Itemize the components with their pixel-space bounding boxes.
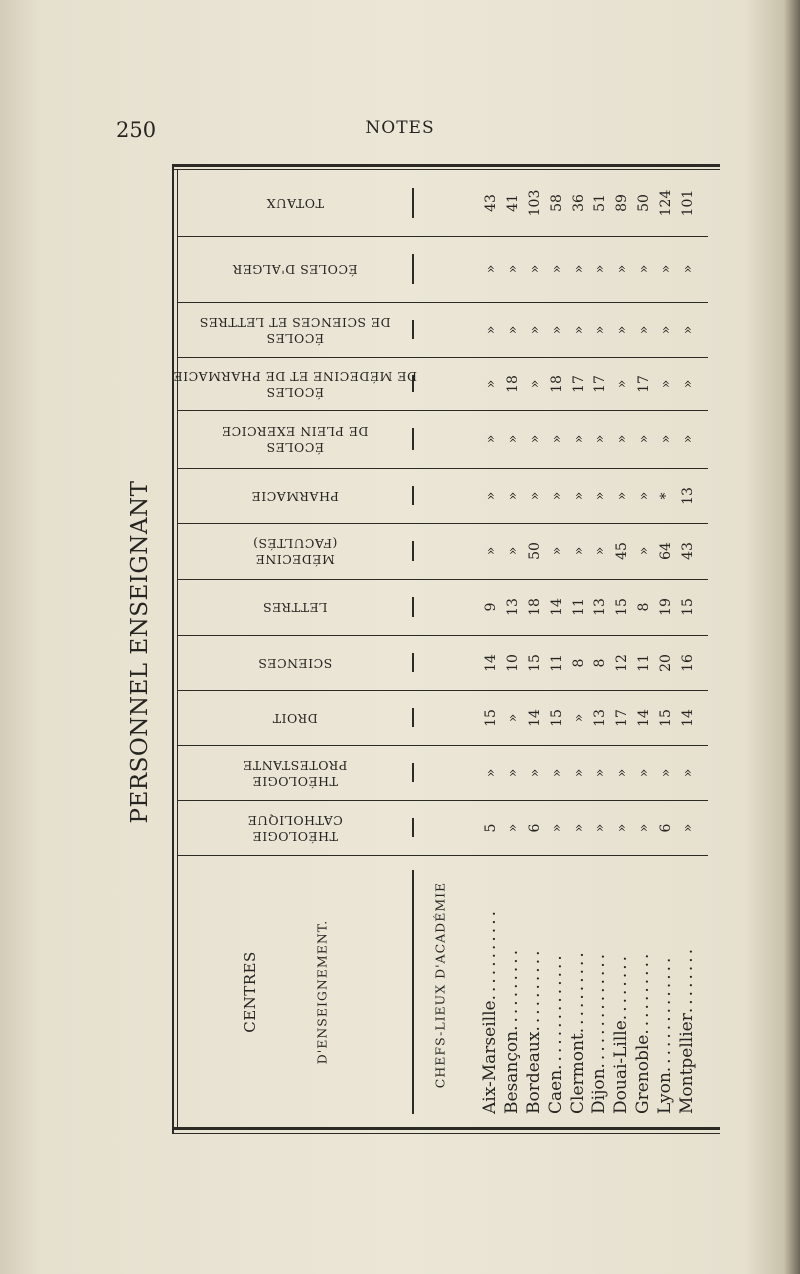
cell-theologie_protestante: »: [505, 768, 521, 777]
column-header-line: (FACULTÉS): [252, 536, 338, 551]
cell-ecoles_lettres_sciences: »: [658, 325, 674, 334]
stub-header-chefs-lieux: CHEFS-LIEUX D'ACADÉMIE: [432, 881, 448, 1089]
row-leader-dots: ........: [611, 952, 631, 1021]
row-leader-dots: ...........: [480, 907, 500, 1001]
header-divider: [412, 541, 414, 561]
cell-theologie_protestante: »: [571, 768, 587, 777]
cell-ecoles_lettres_sciences: »: [571, 325, 587, 334]
cell-theologie_protestante: »: [483, 768, 499, 777]
cell-ecoles_plein_exercice: »: [571, 434, 587, 444]
header-divider: [412, 597, 414, 617]
cell-medecine: 43: [680, 542, 696, 560]
header-divider: [412, 763, 414, 782]
table-bottom-rule-thin: [172, 1133, 720, 1134]
column-separator: [178, 468, 708, 469]
row-leader-dots: ..........: [502, 946, 522, 1031]
cell-sciences: 14: [483, 653, 499, 672]
row-label: [657, 955, 674, 1114]
cell-lettres: 18: [527, 598, 543, 616]
cell-theologie_catholique: 5: [483, 823, 499, 832]
cell-total: 124: [658, 189, 674, 217]
header-divider: [412, 428, 414, 450]
header-divider: [412, 708, 414, 727]
cell-medecine: »: [592, 546, 608, 556]
header-divider: [412, 818, 414, 837]
cell-sciences: 8: [571, 658, 587, 667]
table-bottom-rule: [172, 1127, 720, 1130]
cell-ecoles_plein_exercice: »: [549, 434, 565, 444]
stub-header-centres: CENTRES: [241, 951, 259, 1033]
cell-pharmacie: 13: [680, 486, 696, 505]
cell-ecoles_plein_exercice: »: [636, 434, 652, 444]
cell-pharmacie: »: [571, 491, 587, 500]
cell-theologie_protestante: »: [636, 768, 652, 777]
column-header-line: THÉOLOGIE: [252, 828, 338, 844]
cell-ecoles_lettres_sciences: »: [592, 325, 608, 334]
row-label: [482, 908, 499, 1114]
cell-theologie_protestante: »: [614, 768, 630, 777]
cell-ecoles_lettres_sciences: »: [527, 325, 543, 334]
row-name: Douai-Lille: [611, 1020, 631, 1114]
cell-ecoles_lettres_sciences: »: [505, 325, 521, 334]
column-header-line: ÉCOLES: [266, 440, 324, 455]
header-divider: [412, 254, 414, 284]
row-leader-dots: ..........: [568, 949, 588, 1034]
cell-droit: 17: [614, 708, 630, 727]
column-header-line: DE MÉDECINE ET DE PHARMACIE: [173, 368, 417, 384]
column-separator: [178, 523, 708, 524]
row-label: [570, 949, 587, 1114]
row-label: [548, 952, 565, 1114]
row-name: Caen: [546, 1069, 566, 1114]
cell-ecoles_alger: »: [571, 264, 587, 274]
column-separator: [178, 357, 708, 358]
cell-ecoles_medecine_pharmacie: 18: [505, 374, 521, 393]
cell-theologie_catholique: »: [592, 823, 608, 832]
cell-ecoles_plein_exercice: »: [505, 434, 521, 444]
cell-ecoles_lettres_sciences: »: [636, 325, 652, 334]
cell-ecoles_alger: »: [658, 264, 674, 274]
column-header-total: [266, 195, 324, 211]
cell-ecoles_medecine_pharmacie: »: [527, 379, 543, 388]
column-header-line: LETTRES: [262, 600, 328, 615]
cell-pharmacie: *: [658, 492, 674, 499]
stub-divider: [412, 870, 414, 1114]
column-header-line: TOTAUX: [266, 196, 324, 211]
cell-ecoles_medecine_pharmacie: »: [614, 379, 630, 388]
cell-droit: 15: [658, 708, 674, 727]
row-name: Bordeaux: [524, 1031, 544, 1114]
cell-ecoles_plein_exercice: »: [592, 434, 608, 444]
table-top-rule: [172, 164, 720, 167]
cell-pharmacie: »: [505, 491, 521, 500]
column-header-ecoles_medecine_pharmacie: [173, 368, 417, 400]
cell-lettres: 8: [636, 602, 652, 612]
row-leader-dots: ..............: [546, 952, 566, 1070]
column-header-line: DE SCIENCES ET LETTRES: [199, 314, 391, 330]
header-divider: [412, 188, 414, 218]
cell-sciences: 11: [549, 653, 565, 672]
cell-droit: 15: [483, 708, 499, 727]
row-name: Clermont: [568, 1033, 588, 1114]
cell-ecoles_alger: »: [680, 264, 696, 274]
cell-total: 103: [527, 189, 543, 217]
column-header-pharmacie: [251, 488, 339, 504]
cell-sciences: 16: [680, 653, 696, 672]
row-name: Montpellier: [677, 1013, 697, 1114]
column-header-droit: [272, 710, 317, 726]
cell-droit: 15: [549, 708, 565, 727]
column-separator: [178, 635, 708, 636]
cell-droit: 14: [636, 708, 652, 727]
cell-lettres: 15: [614, 598, 630, 616]
row-name: Besançon: [502, 1030, 522, 1114]
cell-ecoles_lettres_sciences: »: [549, 325, 565, 334]
column-header-sciences: [258, 655, 332, 671]
column-header-ecoles_alger: [232, 261, 357, 277]
cell-ecoles_lettres_sciences: »: [680, 325, 696, 334]
cell-lettres: 13: [505, 598, 521, 616]
cell-theologie_catholique: »: [680, 823, 696, 832]
column-header-medecine: [253, 535, 338, 567]
cell-lettres: 13: [592, 598, 608, 616]
cell-pharmacie: »: [614, 491, 630, 500]
cell-theologie_protestante: »: [592, 768, 608, 777]
header-divider: [412, 320, 414, 339]
row-leader-dots: ........: [677, 945, 697, 1014]
cell-theologie_catholique: 6: [658, 823, 674, 832]
table-top-rule-thin: [172, 169, 720, 170]
page-number: 250: [116, 118, 157, 142]
cell-total: 43: [483, 194, 499, 212]
column-header-line: ÉCOLES D'ALGER: [232, 262, 358, 277]
cell-theologie_protestante: »: [658, 768, 674, 777]
cell-ecoles_alger: »: [592, 264, 608, 274]
cell-droit: »: [571, 713, 587, 722]
cell-sciences: 12: [614, 653, 630, 672]
cell-ecoles_alger: »: [614, 264, 630, 274]
cell-theologie_protestante: »: [549, 768, 565, 777]
table-left-rule-thin: [177, 170, 178, 1128]
cell-ecoles_medecine_pharmacie: »: [658, 379, 674, 388]
cell-ecoles_plein_exercice: »: [614, 434, 630, 444]
cell-sciences: 20: [658, 653, 674, 672]
cell-ecoles_plein_exercice: »: [658, 434, 674, 444]
cell-ecoles_alger: »: [636, 264, 652, 274]
cell-droit: 13: [592, 708, 608, 727]
cell-lettres: 9: [483, 602, 499, 612]
cell-theologie_catholique: »: [549, 823, 565, 832]
column-header-line: DROIT: [272, 710, 318, 726]
cell-ecoles_alger: »: [527, 264, 543, 274]
cell-ecoles_lettres_sciences: »: [483, 325, 499, 334]
running-head: NOTES: [365, 118, 435, 138]
stub-header-enseignement: D'ENSEIGNEMENT.: [314, 919, 330, 1065]
cell-ecoles_alger: »: [483, 264, 499, 274]
cell-ecoles_medecine_pharmacie: »: [680, 379, 696, 388]
row-leader-dots: ..............: [589, 950, 609, 1069]
header-divider: [412, 486, 414, 505]
cell-ecoles_plein_exercice: »: [680, 434, 696, 444]
column-separator: [178, 800, 708, 801]
cell-total: 51: [592, 194, 608, 212]
cell-theologie_catholique: »: [571, 823, 587, 832]
cell-total: 41: [505, 194, 521, 212]
cell-pharmacie: »: [527, 491, 543, 500]
cell-theologie_catholique: »: [614, 823, 630, 832]
column-separator: [178, 745, 708, 746]
row-name: Grenoble: [633, 1034, 653, 1114]
column-separator: [178, 302, 708, 303]
row-label: [591, 951, 608, 1114]
cell-ecoles_medecine_pharmacie: 17: [571, 374, 587, 393]
row-label: [635, 951, 652, 1114]
cell-theologie_protestante: »: [527, 768, 543, 777]
header-divider: [412, 653, 414, 672]
cell-sciences: 8: [592, 658, 608, 667]
cell-medecine: »: [483, 546, 499, 556]
cell-theologie_catholique: 6: [527, 823, 543, 832]
row-label: [613, 953, 630, 1114]
column-header-theologie_catholique: [247, 812, 343, 844]
cell-total: 58: [549, 194, 565, 212]
column-header-line: MÉDECINE: [255, 552, 335, 567]
cell-medecine: 45: [614, 542, 630, 560]
column-separator: [178, 690, 708, 691]
cell-ecoles_medecine_pharmacie: »: [483, 379, 499, 388]
column-header-line: SCIENCES: [257, 655, 333, 671]
cell-total: 36: [571, 194, 587, 212]
cell-total: 89: [614, 194, 630, 212]
cell-ecoles_medecine_pharmacie: 17: [636, 374, 652, 393]
cell-sciences: 15: [527, 653, 543, 672]
row-label: [526, 947, 543, 1114]
cell-ecoles_medecine_pharmacie: 17: [592, 374, 608, 393]
cell-medecine: »: [636, 546, 652, 556]
column-separator: [178, 236, 708, 237]
cell-medecine: »: [571, 546, 587, 556]
cell-ecoles_plein_exercice: »: [483, 434, 499, 444]
row-name: Dijon: [589, 1068, 609, 1114]
cell-total: 50: [636, 194, 652, 212]
column-separator: [178, 579, 708, 580]
cell-sciences: 10: [505, 653, 521, 672]
column-separator: [178, 410, 708, 411]
cell-total: 101: [680, 189, 696, 217]
cell-lettres: 14: [549, 598, 565, 616]
cell-sciences: 11: [636, 653, 652, 672]
cell-medecine: 64: [658, 542, 674, 560]
cell-ecoles_plein_exercice: »: [527, 434, 543, 444]
cell-pharmacie: »: [483, 491, 499, 500]
column-header-ecoles_plein_exercice: [221, 423, 368, 455]
cell-theologie_catholique: »: [636, 823, 652, 832]
cell-pharmacie: »: [592, 491, 608, 500]
column-header-theologie_protestante: [243, 757, 348, 789]
cell-medecine: »: [549, 546, 565, 556]
cell-droit: 14: [527, 708, 543, 727]
column-header-line: THÉOLOGIE: [252, 773, 338, 789]
cell-lettres: 19: [658, 598, 674, 616]
column-header-ecoles_lettres_sciences: [199, 314, 390, 346]
cell-lettres: 15: [680, 598, 696, 616]
cell-ecoles_alger: »: [549, 264, 565, 274]
column-header-line: CATHOLIQUE: [247, 812, 343, 828]
row-leader-dots: ..............: [655, 954, 675, 1073]
cell-ecoles_alger: »: [505, 264, 521, 274]
row-label: [504, 947, 521, 1114]
row-name: Aix-Marseille: [480, 1000, 500, 1114]
column-header-line: DE PLEIN EXERCICE: [221, 424, 369, 439]
cell-pharmacie: »: [636, 491, 652, 500]
column-header-line: PROTESTANTE: [242, 757, 348, 773]
column-header-line: PHARMACIE: [251, 488, 339, 504]
cell-ecoles_medecine_pharmacie: 18: [549, 374, 565, 393]
cell-droit: 14: [680, 708, 696, 727]
cell-theologie_protestante: »: [680, 768, 696, 777]
cell-theologie_catholique: »: [505, 823, 521, 832]
cell-droit: »: [505, 713, 521, 722]
row-leader-dots: ..........: [524, 947, 544, 1032]
table-left-rule: [172, 164, 174, 1133]
cell-medecine: 50: [527, 542, 543, 560]
column-separator: [178, 855, 708, 856]
row-name: Lyon: [655, 1072, 675, 1114]
row-leader-dots: ..........: [633, 950, 653, 1035]
cell-ecoles_lettres_sciences: »: [614, 325, 630, 334]
cell-lettres: 11: [571, 598, 587, 616]
column-header-line: ÉCOLES: [266, 384, 324, 400]
column-header-line: ÉCOLES: [266, 330, 324, 346]
cell-pharmacie: »: [549, 491, 565, 500]
side-title: PERSONNEL ENSEIGNANT: [127, 480, 153, 824]
row-label: [679, 946, 696, 1114]
column-header-lettres: [263, 599, 328, 615]
cell-medecine: »: [505, 546, 521, 556]
